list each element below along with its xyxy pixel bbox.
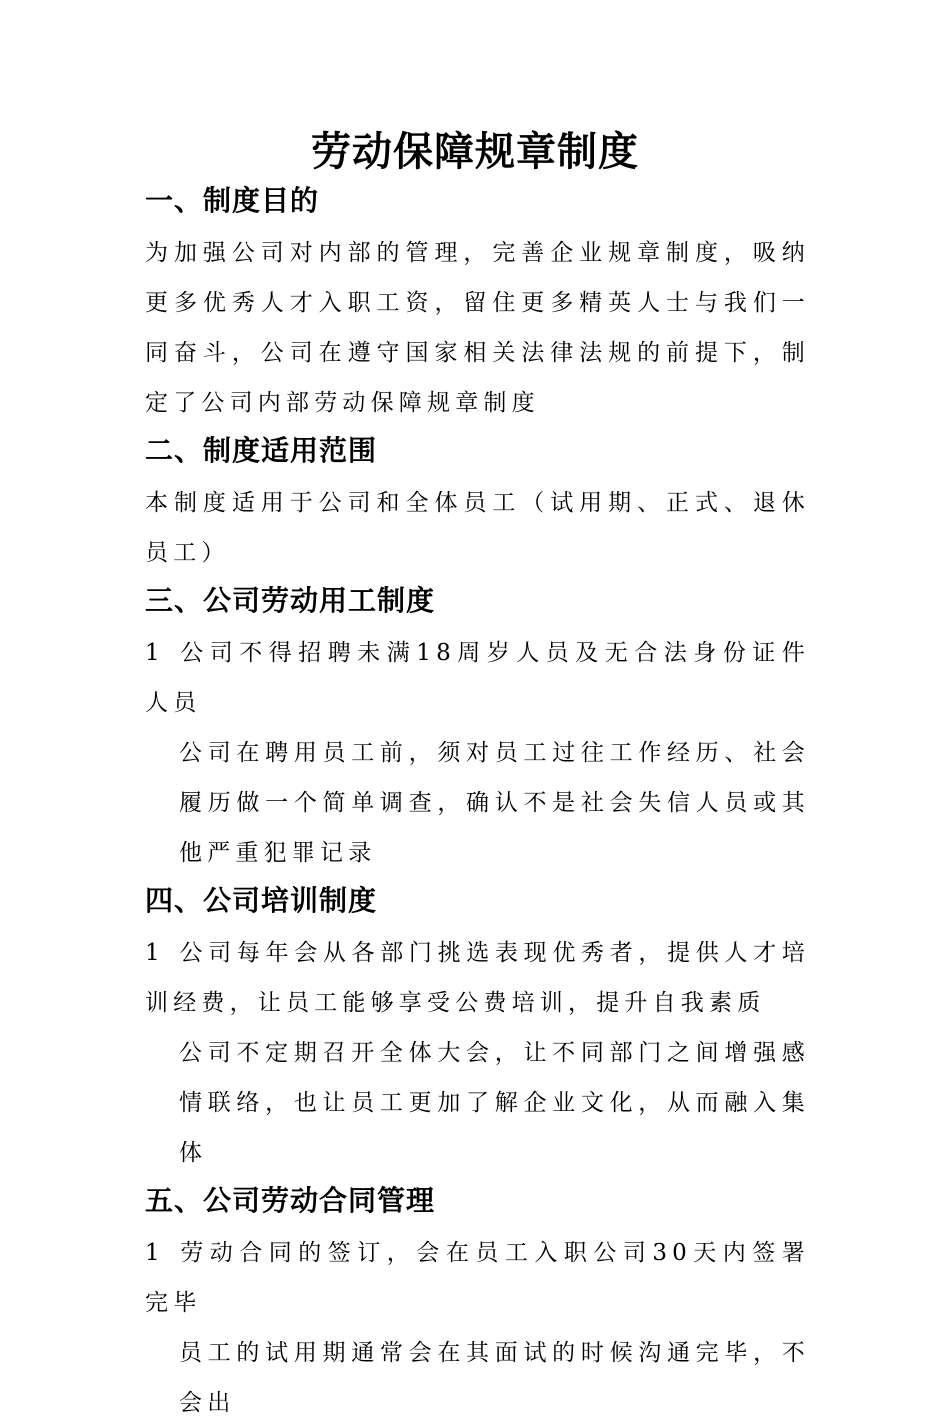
item-text: 公司每年会从各部门挑选表现优秀者，提供人才培训经费，让员工能够享受公费培训，提升自我素质 [145, 940, 810, 1016]
section-training [145, 878, 810, 1178]
list-item [145, 1228, 810, 1328]
section-paragraph: 本制度适用于公司和全体员工（试用期、正式、退休员工） [145, 490, 810, 566]
item-text: 劳动合同的签订，会在员工入职公司30天内签署完毕 [145, 1240, 810, 1316]
section-heading: 四、公司培训制度 [145, 884, 378, 917]
section-heading: 二、制度适用范围 [145, 434, 378, 467]
document-title: 劳动保障规章制度 [311, 129, 639, 175]
section-employment [145, 578, 810, 878]
list-item: 公司不定期召开全体大会，让不同部门之间增强感情联络，也让员工更加了解企业文化，从而融入集体 [179, 1040, 810, 1166]
item-number: 1 [145, 940, 160, 966]
item-text: 公司不得招聘未满18周岁人员及无合法身份证件人员 [145, 640, 810, 716]
section-heading: 一、制度目的 [145, 184, 320, 217]
item-number: 1 [145, 640, 160, 666]
list-item: 公司在聘用员工前，须对员工过往工作经历、社会履历做一个简单调查，确认不是社会失信人员或其他严重犯罪记录 [179, 740, 810, 866]
section-heading: 三、公司劳动用工制度 [145, 584, 436, 617]
document-body [145, 178, 810, 1428]
list-item [145, 628, 810, 728]
list-item [145, 928, 810, 1028]
section-paragraph: 为加强公司对内部的管理，完善企业规章制度，吸纳更多优秀人才入职工资，留住更多精英人士与我们一同奋斗，公司在遵守国家相关法律法规的前提下，制定了公司内部劳动保障规章制度 [145, 240, 810, 416]
item-number: 1 [145, 1240, 160, 1266]
section-purpose [145, 178, 810, 428]
section-contract [145, 1178, 810, 1428]
list-item: 员工的试用期通常会在其面试的时候沟通完毕，不会出 [179, 1340, 810, 1416]
section-scope [145, 428, 810, 578]
section-heading: 五、公司劳动合同管理 [145, 1184, 436, 1217]
